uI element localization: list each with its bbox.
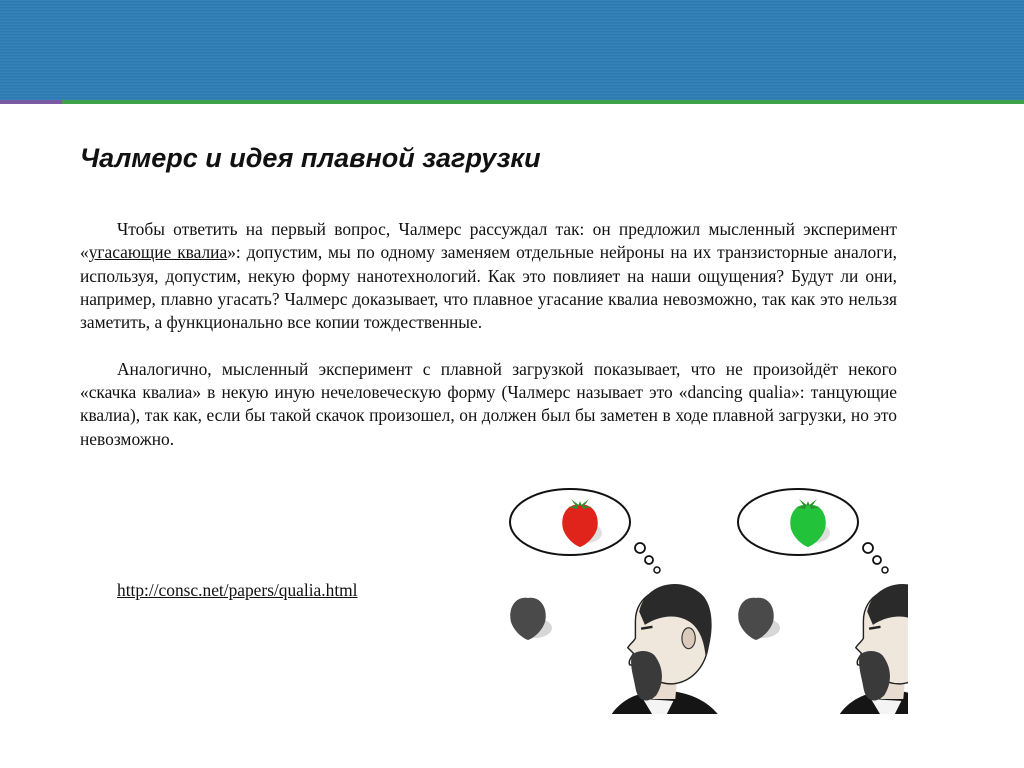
header-band bbox=[0, 0, 1024, 100]
bearded-man-profile bbox=[833, 584, 908, 714]
left-panel bbox=[510, 489, 729, 714]
slide-body bbox=[80, 218, 897, 451]
bearded-man-profile bbox=[605, 584, 729, 714]
paragraph-dancing-qualia: Аналогично, мысленный эксперимент с плавной загрузкой показывает, что не произойдёт некого «скачка квалиа» в некую иную нечеловеческую форму (Чалмерс называет это «dancing qualia»: танцующие квалиа), так как, если бы такой скачок произошел, он должен был бы заметен в ходе плавной загрузки, но это невозможно. bbox=[80, 358, 897, 449]
qualia-illustration bbox=[494, 474, 908, 714]
gray-strawberry-icon bbox=[738, 598, 780, 640]
gray-strawberry-icon bbox=[510, 598, 552, 640]
right-panel bbox=[738, 489, 908, 714]
qualia-paper-link[interactable]: http://consc.net/papers/qualia.html bbox=[117, 580, 358, 600]
header-accent-line-right bbox=[62, 100, 1024, 104]
paragraph-1-end: »: допустим, мы по одному заменяем отдельные нейроны на их транзисторные аналоги, используя, допустим, некую форму нанотехнологий. Как это повлияет на наши ощущения? Будут ли они, например, плавно угасать? Чалмерс доказывает, что плавное угасание квалиа невозможно, так как это нельзя заметить, а функционально все копии тождественные. bbox=[80, 242, 897, 333]
fading-qualia-term: угасающие квалиа bbox=[88, 242, 228, 263]
paragraph-fading-qualia bbox=[80, 218, 897, 334]
header-accent-line-left bbox=[0, 100, 62, 104]
paragraph-1-start: Чтобы ответить на первый вопрос, Чалмерс рассуждал так: он предложил мысленный эксперимент « bbox=[80, 219, 897, 263]
slide-title: Чалмерс и идея плавной загрузки bbox=[80, 143, 541, 173]
